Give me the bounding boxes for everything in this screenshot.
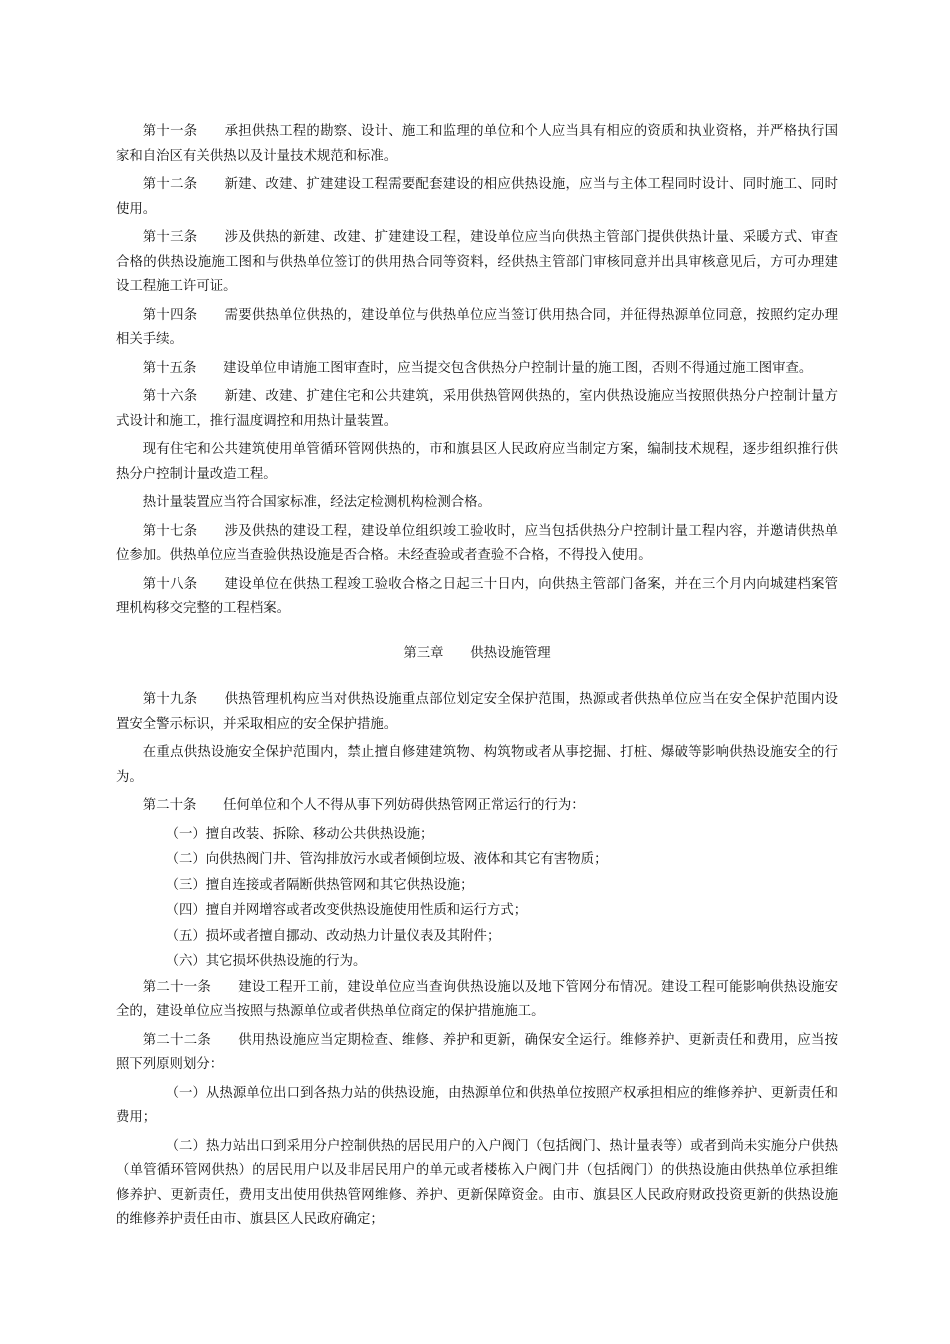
article-22-item-1: （一）从热源单位出口到各热力站的供热设施，由热源单位和供热单位按照产权承担相应的维修养护、更新责任和费用； bbox=[116, 1085, 838, 1125]
article-20-item-5: （五）损坏或者擅自挪动、改动热力计量仪表及其附件； bbox=[165, 928, 501, 944]
article-14: 第十四条 需要供热单位供热的，建设单位与供热单位应当签订供用热合同，并征得热源单位同意，按照约定办理相关手续。 bbox=[116, 307, 838, 347]
article-12: 第十二条 新建、改建、扩建建设工程需要配套建设的相应供热设施，应当与主体工程同时设计、同时施工、同时使用。 bbox=[116, 177, 838, 217]
article-15: 第十五条 建设单位申请施工图审查时，应当提交包含供热分户控制计量的施工图，否则不得通过施工图审查。 bbox=[142, 360, 813, 376]
article-20-item-4: （四）擅自并网增容或者改变供热设施使用性质和运行方式； bbox=[165, 903, 528, 918]
article-11: 第十一条 承担供热工程的勘察、设计、施工和监理的单位和个人应当具有相应的资质和执业资格，并严格执行国家和自治区有关供热以及计量技术规范和标准。 bbox=[116, 124, 838, 164]
article-16: 第十六条 新建、改建、扩建住宅和公共建筑，采用供热管网供热的，室内供热设施应当按照供热分户控制计量方式设计和施工，推行温度调控和用热计量装置。 bbox=[116, 389, 838, 429]
article-21: 第二十一条 建设工程开工前，建设单位应当查询供热设施以及地下管网分布情况。建设工程可能影响供热设施安全的，建设单位应当按照与热源单位或者供热单位商定的保护措施施工。 bbox=[116, 979, 838, 1019]
article-20-item-2: （二）向供热阀门井、管沟排放污水或者倾倒垃圾、液体和其它有害物质； bbox=[165, 852, 608, 867]
article-19: 第十九条 供热管理机构应当对供热设施重点部位划定安全保护范围，热源或者供热单位应当在安全保护范围内设置安全警示标识，并采取相应的安全保护措施。 bbox=[116, 692, 838, 732]
article-20: 第二十条 任何单位和个人不得从事下列妨碍供热管网正常运行的行为： bbox=[142, 798, 585, 813]
document-page bbox=[116, 120, 838, 1237]
chapter-title: 第三章 供热设施管理 bbox=[403, 645, 551, 661]
article-20-item-3: （三）擅自连接或者隔断供热管网和其它供热设施； bbox=[165, 877, 474, 893]
article-20-item-1: （一）擅自改装、拆除、移动公共供热设施； bbox=[165, 826, 434, 842]
article-16-paragraph-2: 现有住宅和公共建筑使用单管循环管网供热的，市和旗县区人民政府应当制定方案，编制技术规程，逐步组织推行供热分户控制计量改造工程。 bbox=[116, 442, 838, 482]
article-16-paragraph-3: 热计量装置应当符合国家标准，经法定检测机构检测合格。 bbox=[142, 495, 491, 510]
article-22: 第二十二条 供用热设施应当定期检查、维修、养护和更新，确保安全运行。维修养护、更新责任和费用，应当按照下列原则划分： bbox=[116, 1032, 838, 1072]
article-17: 第十七条 涉及供热的建设工程，建设单位组织竣工验收时，应当包括供热分户控制计量工程内容，并邀请供热单位参加。供热单位应当查验供热设施是否合格。未经查验或者查验不合格，不得投入使用。 bbox=[116, 523, 838, 563]
article-20-item-6: （六）其它损坏供热设施的行为。 bbox=[165, 954, 367, 969]
article-18: 第十八条 建设单位在供热工程竣工验收合格之日起三十日内，向供热主管部门备案，并在三个月内向城建档案管理机构移交完整的工程档案。 bbox=[116, 576, 838, 616]
article-13: 第十三条 涉及供热的新建、改建、扩建建设工程，建设单位应当向供热主管部门提供供热计量、采暖方式、审查合格的供热设施施工图和与供热单位签订的供用热合同等资料，经供热主管部门审核同意并出具审核意见后，方可办理建设工程施工许可证。 bbox=[116, 230, 838, 294]
article-19-paragraph-2: 在重点供热设施安全保护范围内，禁止擅自修建建筑物、构筑物或者从事挖掘、打桩、爆破等影响供热设施安全的行为。 bbox=[116, 745, 838, 785]
article-22-item-2: （二）热力站出口到采用分户控制供热的居民用户的入户阀门（包括阀门、热计量表等）或者到尚未实施分户供热（单管循环管网供热）的居民用户以及非居民用户的单元或者楼栋入户阀门井（包括阀门）的供热设施由供热单位承担维修养护、更新责任，费用支出使用供热管网维修、养护、更新保障资金。由市、旗县区人民政府财政投资更新的供热设施的维修养护责任由市、旗县区人民政府确定； bbox=[116, 1138, 838, 1227]
